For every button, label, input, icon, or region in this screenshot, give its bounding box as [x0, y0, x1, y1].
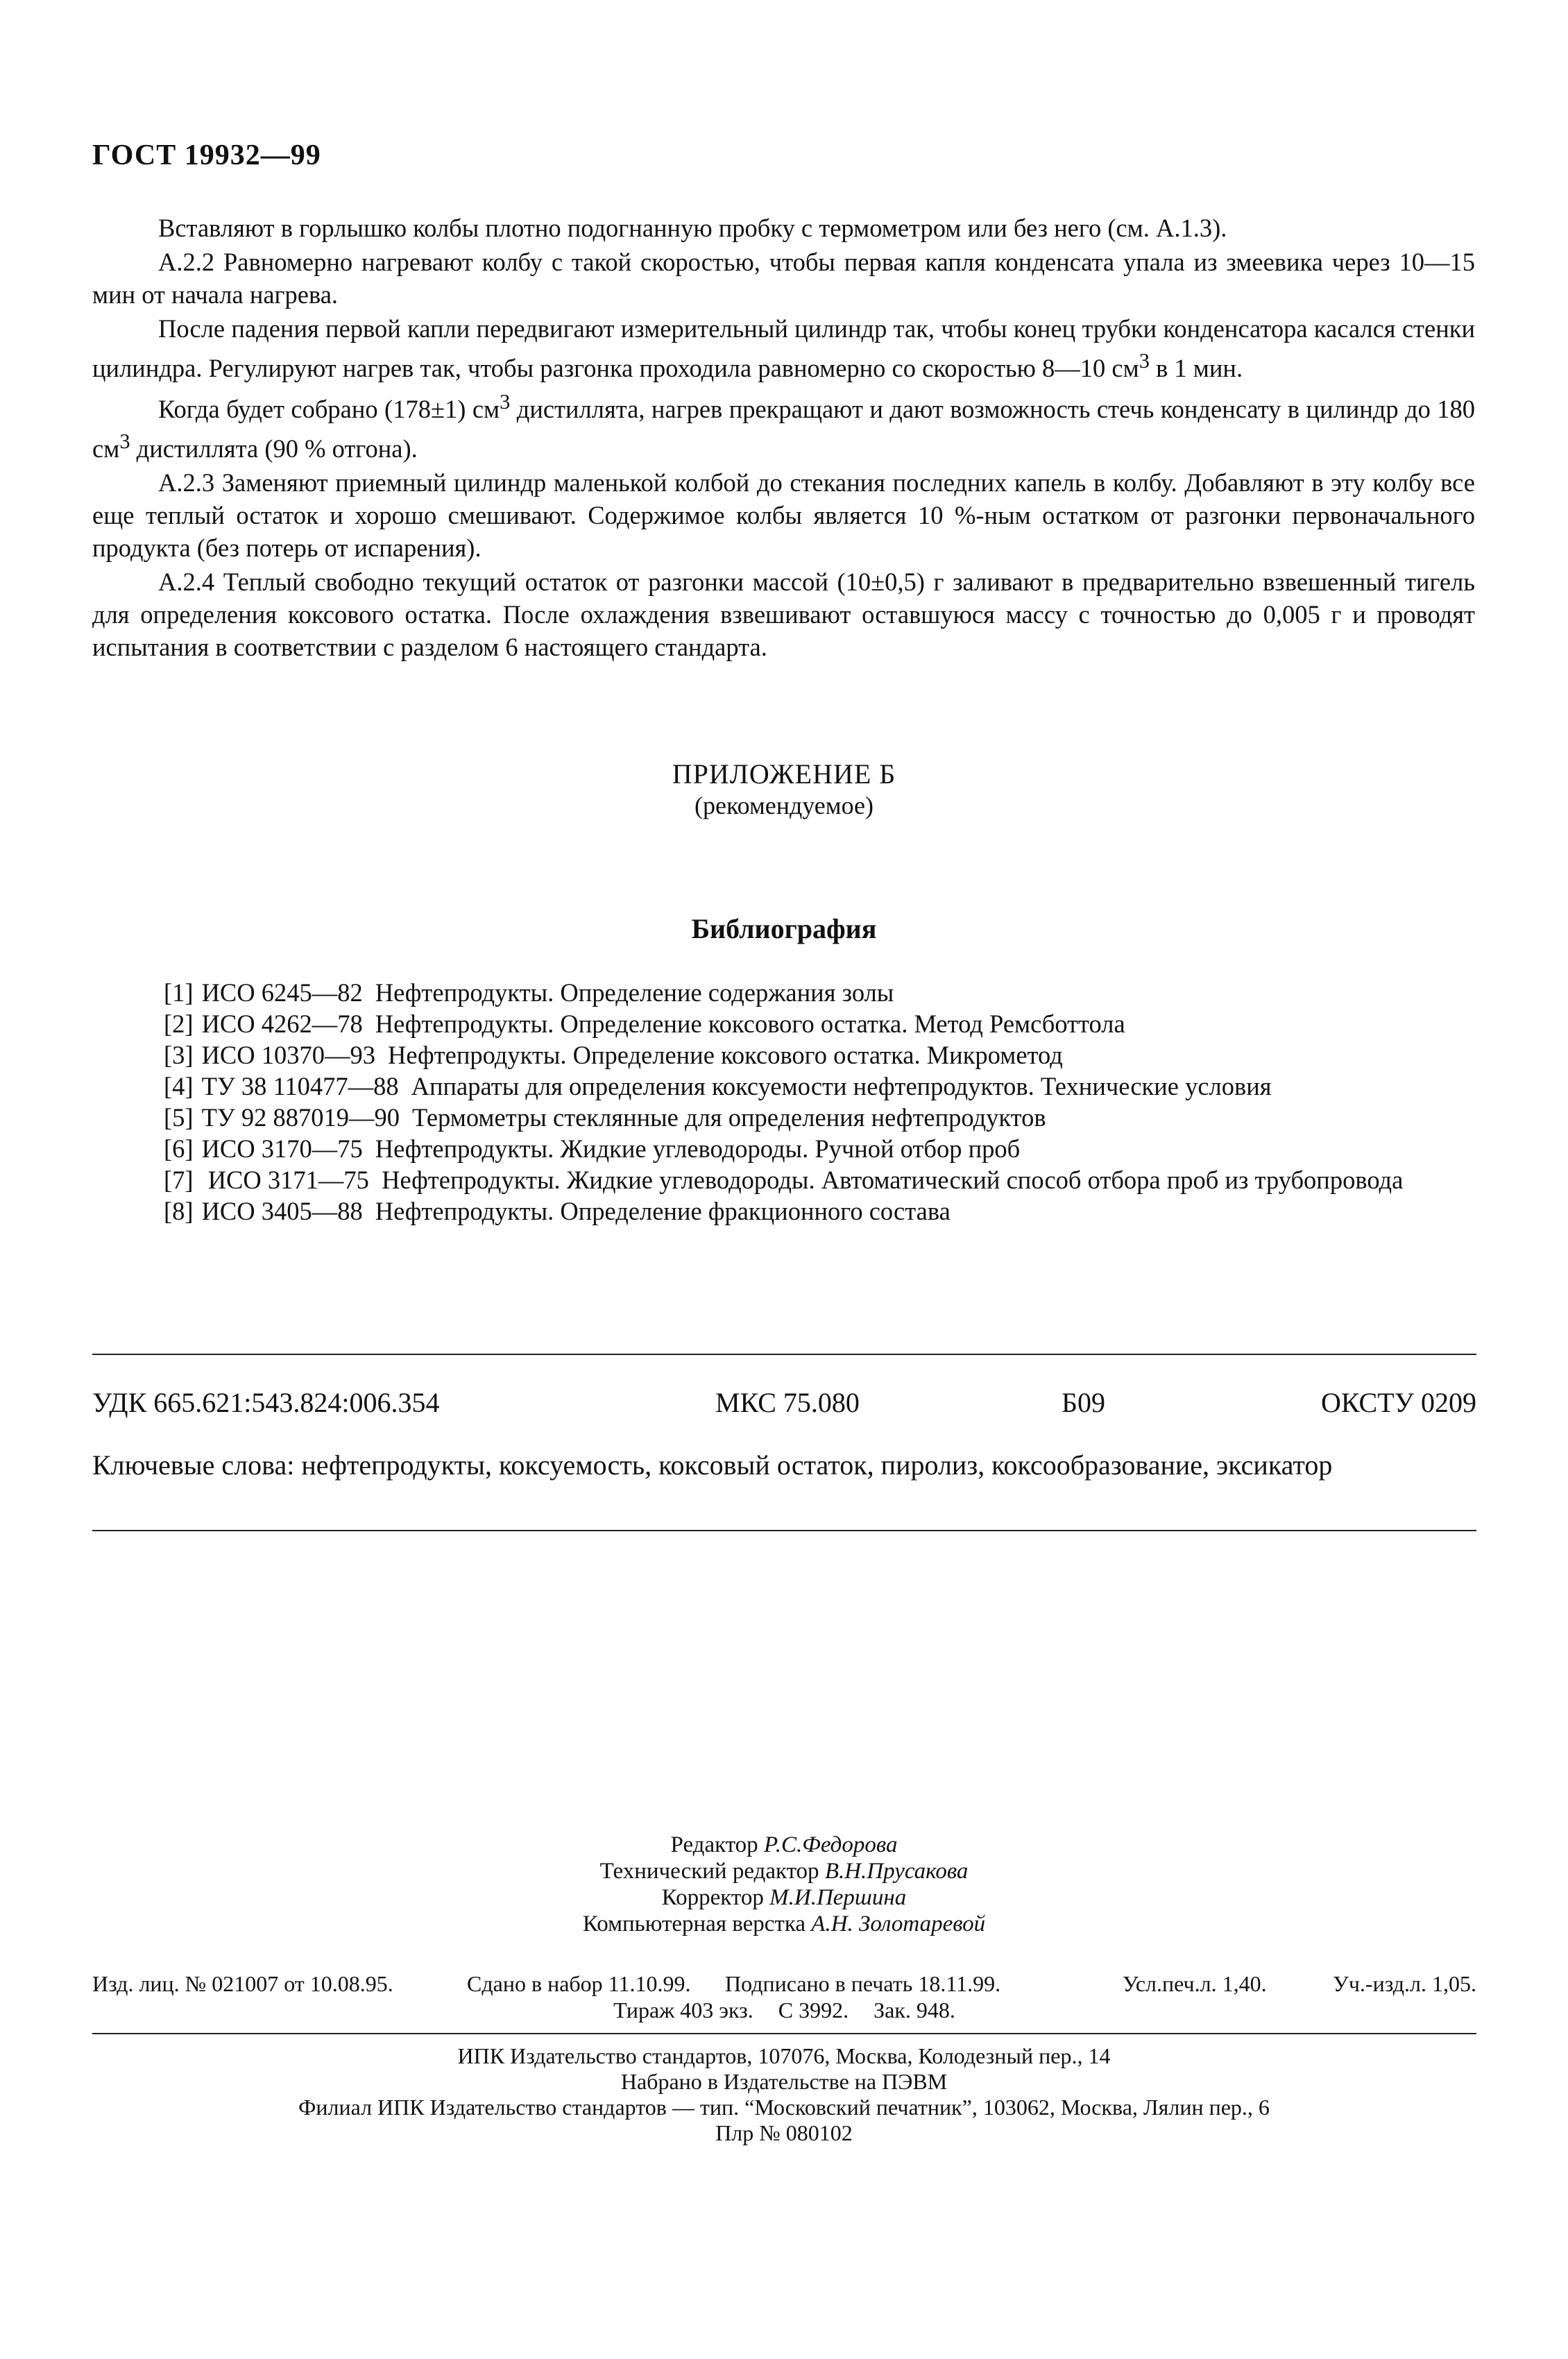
bibliography-item: [2] ИСО 4262—78 Нефтепродукты. Определение коксового остатка. Метод Ремсботтола	[164, 1010, 1125, 1038]
paragraph-a-2-4: А.2.4 Теплый свободно текущий остаток от разгонки массой (10±0,5) г заливают в предварительно взвешенный тигель для определения коксового остатка. После охлаждения взвешивают оставшуюся массу с точностью до 0,005 г и проводят испытания в соответствии с разделом 6 настоящего стандарта.	[92, 568, 1475, 662]
editor-line: Редактор Р.С.Федорова	[670, 1832, 898, 1857]
bibliography-item: [7] ИСО 3171—75 Нефтепродукты. Жидкие углеводороды. Автоматический способ отбора проб из трубопровода	[164, 1166, 1404, 1194]
keywords: Ключевые слова: нефтепродукты, коксуемость, коксовый остаток, пиролиз, коксообразование, эксикатор	[92, 1449, 1333, 1481]
okstu-code: ОКСТУ 0209	[1320, 1387, 1476, 1418]
paragraph-a-2-2: А.2.2 Равномерно нагревают колбу с такой скоростью, чтобы первая капля конденсата упала из змеевика через 10—15 мин от начала нагрева.	[92, 248, 1475, 309]
appendix-subtitle: (рекомендуемое)	[694, 792, 874, 819]
imprint-details	[92, 1970, 1476, 2023]
body-text	[92, 212, 1475, 663]
bibliography-item: [6] ИСО 3170—75 Нефтепродукты. Жидкие углеводороды. Ручной отбор проб	[164, 1134, 1021, 1163]
mks-code: МКС 75.080	[715, 1387, 860, 1418]
bibliography-item: [4] ТУ 38 110477—88 Аппараты для определения коксуемости нефтепродуктов. Технические условия	[164, 1072, 1272, 1100]
bibliography-list	[164, 977, 1468, 1227]
bibliography-item: [1] ИСО 6245—82 Нефтепродукты. Определение содержания золы	[164, 978, 894, 1007]
layout-line: Компьютерная верстка А.Н. Золотаревой	[582, 1911, 986, 1936]
divider	[92, 2033, 1476, 2034]
group-code: Б09	[1062, 1387, 1105, 1418]
order-number: Зак. 948.	[874, 1998, 955, 2022]
paragraph: Когда будет собрано (178±1) $см^3$ дистиллята, нагрев прекращают и дают возможность стечь конденсату в цилиндр до 180 $см^3$ дистиллята (90 % отгона).	[92, 390, 1475, 463]
divider	[92, 1354, 1476, 1355]
print-code: С 3992.	[778, 1998, 849, 2022]
sent-to-typesetting: Сдано в набор 11.10.99.	[467, 1971, 691, 1996]
editorial-staff	[0, 1832, 1568, 1937]
bibliography-item: [3] ИСО 10370—93 Нефтепродукты. Определение коксового остатка. Микрометод	[164, 1041, 1063, 1069]
print-sheets: Усл.печ.л. 1,40.	[1123, 1971, 1267, 1996]
paragraph: После падения первой капли передвигают измерительный цилиндр так, чтобы конец трубки конденсатора касался стенки цилиндра. Регулируют нагрев так, чтобы разгонка проходила равномерно со скоростью 8—10 $см^3$ в 1 мин.	[92, 314, 1475, 383]
publisher-license: Изд. лиц. № 021007 от 10.08.95.	[92, 1971, 393, 1996]
tech-editor-line: Технический редактор В.Н.Прусакова	[599, 1859, 969, 1884]
circulation: Тираж 403 экз.	[613, 1998, 753, 2022]
bibliography-heading: Библиография	[691, 913, 877, 944]
signed-to-print: Подписано в печать 18.11.99.	[725, 1971, 1001, 1996]
paragraph-a-2-3: А.2.3 Заменяют приемный цилиндр маленькой колбой до стекания последних капель в колбу. Добавляют в эту колбу все еще теплый остаток и хорошо смешивают. Содержимое колбы является 10 %-ным остатком от разгонки первоначального продукта (без потерь от испарения).	[92, 468, 1475, 563]
udk-code: УДК 665.621:543.824:006.354	[92, 1387, 440, 1418]
paragraph: Вставляют в горлышко колбы плотно подогнанную пробку с термометром или без него (см. А.1.3).	[158, 214, 1227, 242]
corrector-line: Корректор М.И.Першина	[661, 1885, 907, 1910]
publisher-info: ИПК Издательство стандартов, 107076, Москва, Колодезный пер., 14 Набрано в Издательстве на ПЭВМ Филиал ИПК Издательство стандартов — тип. “Московский печатник”, 103062, Москва, Лялин пер., 6 Плр № 080102	[298, 2043, 1270, 2145]
appendix-title: ПРИЛОЖЕНИЕ Б	[672, 758, 896, 790]
page-header-standard-number: ГОСТ 19932—99	[92, 139, 321, 171]
bibliography-item: [5] ТУ 92 887019—90 Термометры стеклянные для определения нефтепродуктов	[164, 1103, 1046, 1132]
classification-codes	[92, 1386, 1476, 1421]
divider	[92, 1530, 1476, 1531]
publication-sheets: Уч.-изд.л. 1,05.	[1333, 1971, 1476, 1996]
bibliography-item: [8] ИСО 3405—88 Нефтепродукты. Определение фракционного состава	[164, 1197, 951, 1225]
